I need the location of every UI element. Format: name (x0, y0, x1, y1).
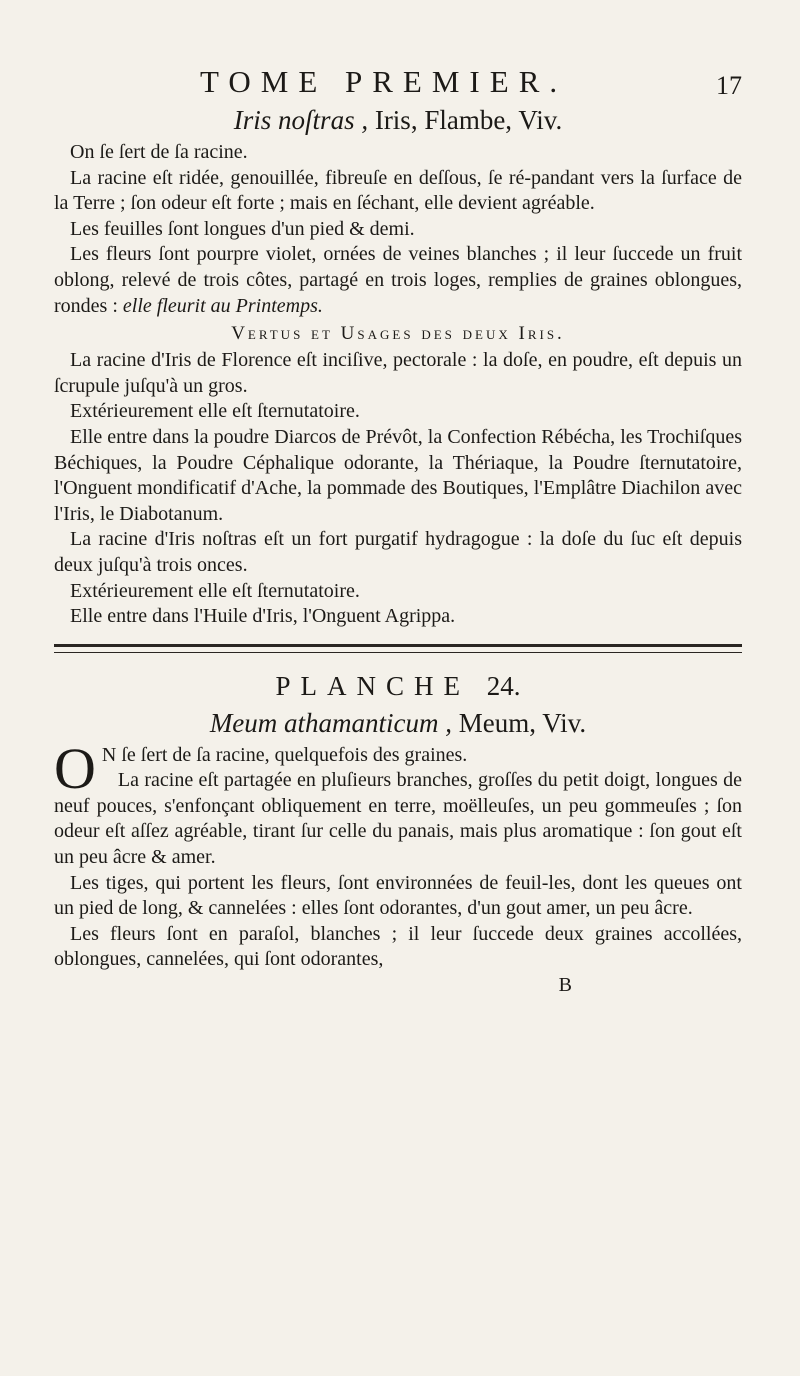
page-number: 17 (716, 71, 742, 100)
vertus-heading: Vertus et Usages des deux Iris. (231, 323, 565, 345)
book-page (54, 64, 742, 997)
running-title: TOME PREMIER. (200, 64, 568, 99)
signature-mark: B (558, 974, 572, 997)
plate-label: PLANCHE (275, 670, 470, 701)
iris-heading-french: Iris, Flambe, Viv. (368, 105, 563, 135)
iris-paragraph: On ſe ſert de ſa racine. (70, 141, 248, 163)
drop-cap-letter: O (54, 735, 96, 801)
vertus-paragraph: La racine d'Iris de Florence eſt inciſive, pectorale : la doſe, en poudre, eſt depuis un ſcrupule juſqu'à un gros. (54, 349, 742, 397)
meum-heading-latin: Meum athamanticum , (209, 707, 453, 738)
iris-paragraph: Les feuilles ſont longues d'un pied & demi. (70, 217, 415, 240)
iris-heading (54, 102, 742, 138)
meum-paragraph: Les fleurs ſont en paraſol, blanches ; il leur ſuccede deux graines accollées, oblongues, cannelées, qui ſont odorantes, (54, 922, 742, 971)
iris-heading-latin: Iris noſtras , (233, 105, 369, 135)
plate-number: 24. (486, 670, 521, 701)
meum-paragraph: Les tiges, qui portent les fleurs, ſont environnées de feuil-les, dont les queues ont un pied de long, & cannelées : elles ſont odorantes, d'un gout amer, un peu âcre. (54, 871, 742, 920)
meum-first-text: N ſe ſert de ſa racine, quelquefois des graines. (101, 743, 468, 766)
vertus-paragraph: Elle entre dans la poudre Diarcos de Prévôt, la Confection Rébécha, les Trochiſques Béchiques, la Poudre Céphalique odorante, la Thériaque, la Poudre ſternutatoire, l'Onguent mondificatif d'Ache, la pommade des Boutiques, l'Emplâtre Diachilon avec l'Iris, le Diabotanum. (54, 425, 742, 525)
vertus-paragraph: Extérieurement elle eſt ſternutatoire. (70, 400, 360, 423)
vertus-paragraph: Extérieurement elle eſt ſternutatoire. (70, 579, 360, 602)
iris-flowering-note: elle fleurit au Printemps. (122, 294, 323, 317)
iris-paragraph: La racine eſt ridée, genouillée, fibreuſe en deſſous, ſe ré-pandant vers la ſurface de la Terre ; ſon odeur eſt forte ; mais en ſéchant, elle devient agréable. (54, 166, 742, 215)
meum-heading (54, 705, 742, 741)
vertus-paragraph: La racine d'Iris noſtras eſt un fort purgatif hydragogue : la doſe du ſuc eſt depuis deux juſqu'à trois onces. (54, 528, 742, 576)
meum-heading-french: Meum, Viv. (452, 707, 587, 738)
plate-title (54, 669, 742, 703)
meum-paragraph: La racine eſt partagée en pluſieurs branches, groſſes du petit doigt, longues de neuf pouces, s'enfonçant obliquement en terre, moëlleuſes, un peu gommeuſes ; ſon odeur eſt aſſez agréable, tirant ſur celle du panais, mais plus aromatique : ſon gout eſt un peu âcre & amer. (54, 769, 742, 869)
running-head (54, 64, 742, 100)
section-divider-rule (54, 644, 742, 653)
iris-flower-text: Les fleurs ſont pourpre violet, ornées de veines blanches ; il leur ſuccede un fruit oblong, relevé de trois côtes, partagé en trois loges, remplies de graines oblongues, rondes : (54, 243, 742, 317)
vertus-paragraph: Elle entre dans l'Huile d'Iris, l'Onguent Agrippa. (70, 605, 456, 628)
iris-paragraph (54, 242, 742, 319)
meum-first-paragraph (54, 735, 742, 801)
